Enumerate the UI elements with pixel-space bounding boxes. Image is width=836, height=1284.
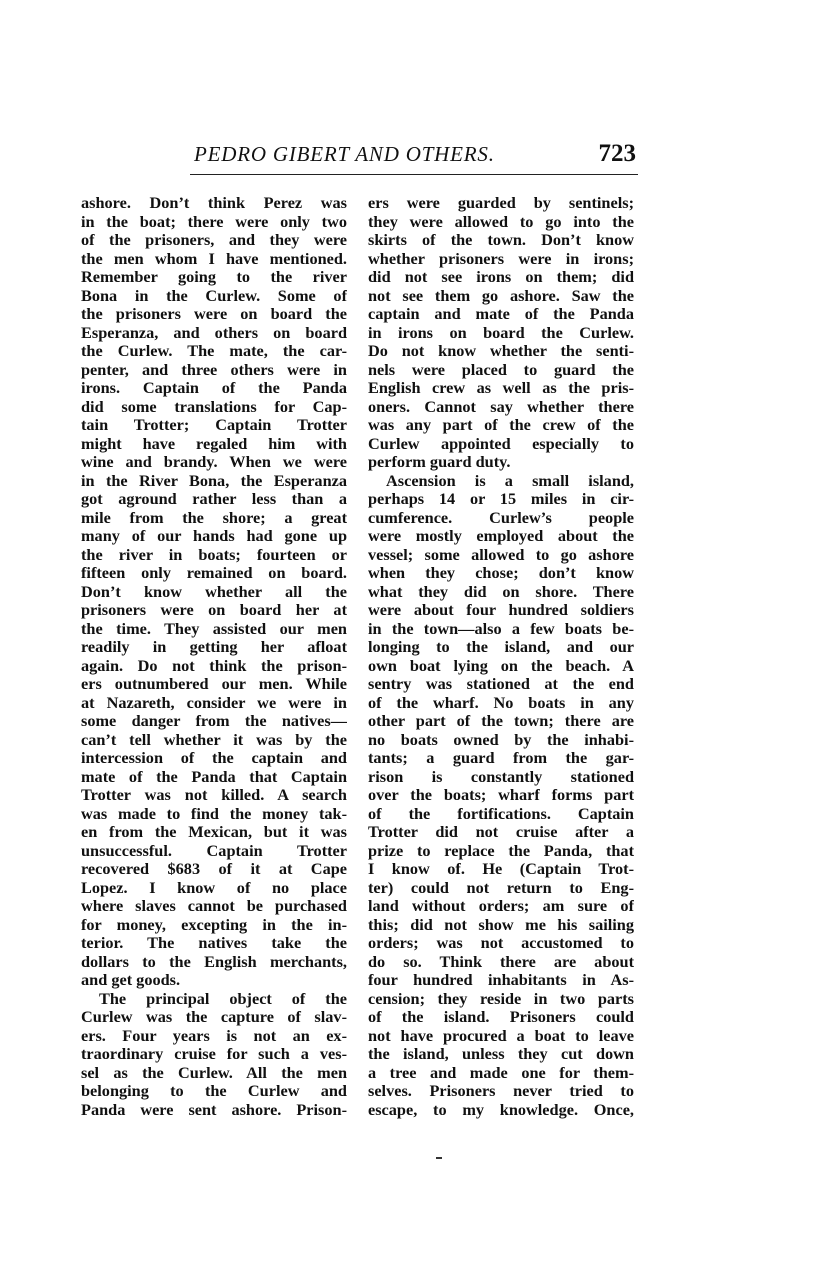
text-line: some danger from the natives— xyxy=(81,712,347,730)
text-line: not have procured a boat to leave xyxy=(368,1026,634,1045)
text-line: The principal object of the xyxy=(99,989,347,1008)
text-line: traordinary cruise for such a ves- xyxy=(81,1045,347,1063)
text-line: for money, excepting in the in- xyxy=(81,915,347,934)
text-line: other part of the town; there are xyxy=(368,712,634,730)
text-line: do so. Think there are about xyxy=(368,952,634,971)
text-line: again. Do not think the prison- xyxy=(81,656,347,675)
text-line: the time. They assisted our men xyxy=(81,619,347,638)
text-line: escape, to my knowledge. Once, xyxy=(368,1100,634,1119)
text-line: were mostly employed about the xyxy=(368,527,634,545)
text-line: of the wharf. No boats in any xyxy=(368,693,634,712)
text-line: penter, and three others were in xyxy=(81,360,347,379)
text-line: of the prisoners, and they were xyxy=(81,231,347,249)
text-line: cension; they reside in two parts xyxy=(368,989,634,1008)
text-line: might have regaled him with xyxy=(81,434,347,453)
text-line: Trotter was not killed. A search xyxy=(81,786,347,804)
text-line: was any part of the crew of the xyxy=(368,416,634,434)
text-line: in the town—also a few boats be- xyxy=(368,619,634,638)
text-line: prize to replace the Panda, that xyxy=(368,841,634,860)
text-line: Esperanza, and others on board xyxy=(81,323,347,342)
text-line: Curlew appointed especially to xyxy=(368,434,634,453)
text-line: Lopez. I know of no place xyxy=(81,878,347,897)
right-column xyxy=(368,194,634,1119)
text-line: tain Trotter; Captain Trotter xyxy=(81,416,347,434)
text-line: in the boat; there were only two xyxy=(81,212,347,231)
text-line: ers outnumbered our men. While xyxy=(81,675,347,693)
text-line: Don’t know whether all the xyxy=(81,582,347,601)
text-line: perform guard duty. xyxy=(368,453,511,471)
text-line: land without orders; am sure of xyxy=(368,897,634,915)
text-line: rison is constantly stationed xyxy=(368,767,634,786)
text-line: longing to the island, and our xyxy=(368,638,634,656)
text-line: the river in boats; fourteen or xyxy=(81,545,347,564)
text-line: the men whom I have mentioned. xyxy=(81,249,347,268)
text-line: did some translations for Cap- xyxy=(81,397,347,416)
text-line: perhaps 14 or 15 miles in cir- xyxy=(368,490,634,508)
text-line: did not see irons on them; did xyxy=(368,268,634,286)
text-line: Ascension is a small island, xyxy=(386,471,634,490)
text-line: orders; was not accustomed to xyxy=(368,934,634,952)
text-line: tants; a guard from the gar- xyxy=(368,749,634,767)
text-line: mate of the Panda that Captain xyxy=(81,767,347,786)
text-line: when they chose; don’t know xyxy=(368,564,634,582)
text-line: recovered $683 of it at Cape xyxy=(81,860,347,878)
text-line: sentry was stationed at the end xyxy=(368,675,634,693)
text-line: ers were guarded by sentinels; xyxy=(368,194,634,212)
text-line: were about four hundred soldiers xyxy=(368,601,634,619)
text-line: Curlew was the capture of slav- xyxy=(81,1008,347,1026)
text-line: Remember going to the river xyxy=(81,268,347,286)
text-line: prisoners were on board her at xyxy=(81,601,347,619)
left-column xyxy=(81,194,347,1119)
text-line: fifteen only remained on board. xyxy=(81,564,347,582)
text-line: of the fortifications. Captain xyxy=(368,804,634,823)
page-header xyxy=(190,140,638,175)
text-line: at Nazareth, consider we were in xyxy=(81,693,347,712)
text-line: in irons on board the Curlew. xyxy=(368,323,634,342)
text-line: ashore. Don’t think Perez was xyxy=(81,194,347,212)
text-line: wine and brandy. When we were xyxy=(81,453,347,471)
text-line: a tree and made one for them- xyxy=(368,1063,634,1082)
text-line: whether prisoners were in irons; xyxy=(368,249,634,268)
text-line: skirts of the town. Don’t know xyxy=(368,231,634,249)
text-line: unsuccessful. Captain Trotter xyxy=(81,841,347,860)
text-line: was made to find the money tak- xyxy=(81,804,347,823)
text-line: what they did on shore. There xyxy=(368,582,634,601)
text-line: the Curlew. The mate, the car- xyxy=(81,342,347,360)
text-line: captain and mate of the Panda xyxy=(368,305,634,323)
text-line: of the island. Prisoners could xyxy=(368,1008,634,1026)
text-line: and get goods. xyxy=(81,971,181,989)
text-line: got aground rather less than a xyxy=(81,490,347,508)
text-line: no boats owned by the inhabi- xyxy=(368,730,634,749)
text-line: dollars to the English merchants, xyxy=(81,952,347,971)
text-line: four hundred inhabitants in As- xyxy=(368,971,634,989)
text-line: irons. Captain of the Panda xyxy=(81,379,347,397)
text-line: belonging to the Curlew and xyxy=(81,1082,347,1100)
text-line: mile from the shore; a great xyxy=(81,508,347,527)
text-line: ers. Four years is not an ex- xyxy=(81,1026,347,1045)
text-line: ter) could not return to Eng- xyxy=(368,878,634,897)
text-line: intercession of the captain and xyxy=(81,749,347,767)
text-line: en from the Mexican, but it was xyxy=(81,823,347,841)
text-line: many of our hands had gone up xyxy=(81,527,347,545)
text-line: vessel; some allowed to go ashore xyxy=(368,545,634,564)
text-line: oners. Cannot say whether there xyxy=(368,397,634,416)
running-title: PEDRO GIBERT AND OTHERS. xyxy=(194,142,495,166)
text-line: I know of. He (Captain Trot- xyxy=(368,860,634,878)
text-line: the island, unless they cut down xyxy=(368,1045,634,1063)
footer-mark xyxy=(436,1157,442,1159)
page-number: 723 xyxy=(598,140,636,167)
text-line: the prisoners were on board the xyxy=(81,305,347,323)
text-line: sel as the Curlew. All the men xyxy=(81,1063,347,1082)
text-line: Panda were sent ashore. Prison- xyxy=(81,1100,347,1119)
text-line: nels were placed to guard the xyxy=(368,360,634,379)
text-line: terior. The natives take the xyxy=(81,934,347,952)
text-line: not see them go ashore. Saw the xyxy=(368,286,634,305)
text-line: in the River Bona, the Esperanza xyxy=(81,471,347,490)
text-line: selves. Prisoners never tried to xyxy=(368,1082,634,1100)
text-line: can’t tell whether it was by the xyxy=(81,730,347,749)
text-line: Bona in the Curlew. Some of xyxy=(81,286,347,305)
text-line: they were allowed to go into the xyxy=(368,212,634,231)
text-line: cumference. Curlew’s people xyxy=(368,508,634,527)
text-line: this; did not show me his sailing xyxy=(368,915,634,934)
text-line: own boat lying on the beach. A xyxy=(368,656,634,675)
text-line: over the boats; wharf forms part xyxy=(368,786,634,804)
text-line: English crew as well as the pris- xyxy=(368,379,634,397)
text-line: where slaves cannot be purchased xyxy=(81,897,347,915)
text-line: Do not know whether the senti- xyxy=(368,342,634,360)
text-line: readily in getting her afloat xyxy=(81,638,347,656)
text-line: Trotter did not cruise after a xyxy=(368,823,634,841)
